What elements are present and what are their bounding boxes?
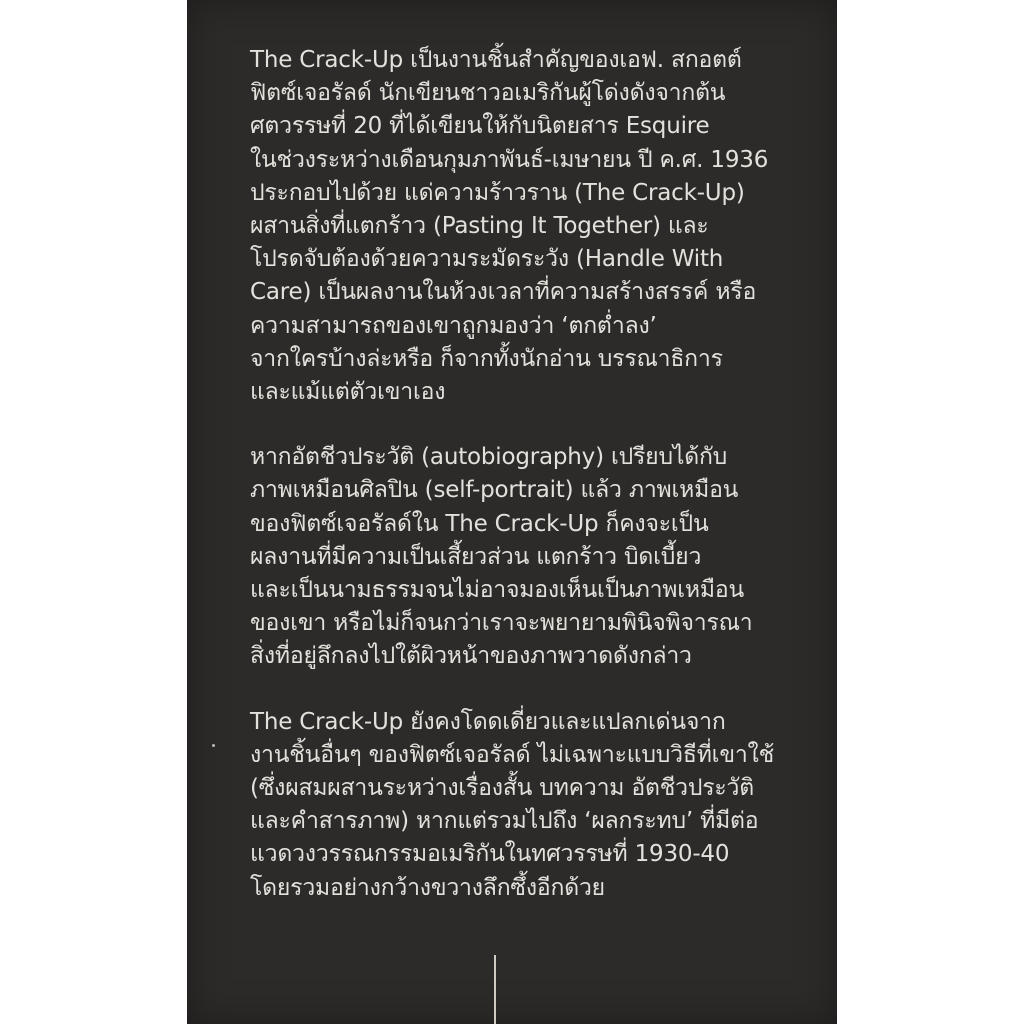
text-line: ศตวรรษที่ 20 ที่ได้เขียนให้กับนิตยสาร Esquire: [250, 113, 710, 140]
text-line: ของฟิตซ์เจอรัลด์ใน The Crack-Up ก็คงจะเป็น: [250, 510, 709, 537]
text-line: แวดวงวรรณกรรมอเมริกันในทศวรรษที่ 1930-40: [250, 841, 730, 868]
text-line: และคำสารภาพ) หากแต่รวมไปถึง ‘ผลกระทบ’ ที่มีต่อ: [250, 808, 759, 835]
paragraph-intro: [250, 44, 810, 409]
text-line: ในช่วงระหว่างเดือนกุมภาพันธ์-เมษายน ปี ค.ศ. 1936: [250, 146, 769, 173]
text-line: โดยรวมอย่างกว้างขวางลึกซึ้งอีกด้วย: [250, 874, 605, 901]
paragraph-autobiography: [250, 441, 810, 673]
text-line: ผลงานที่มีความเป็นเสี้ยวส่วน แตกร้าว บิดเบี้ยว: [250, 543, 702, 570]
text-line: ของเขา หรือไม่ก็จนกว่าเราจะพยายามพินิจพิจารณา: [250, 610, 753, 637]
text-line: ประกอบไปด้วย แด่ความร้าวราน (The Crack-Up): [250, 179, 745, 206]
text-line: ความสามารถของเขาถูกมองว่า ‘ตกต่ำลง’: [250, 312, 657, 339]
paragraph-impact: [250, 706, 810, 905]
text-line: จากใครบ้างล่ะหรือ ก็จากทั้งนักอ่าน บรรณาธิการ: [250, 345, 723, 372]
book-back-cover: [187, 0, 837, 1024]
text-line: The Crack-Up ยังคงโดดเดี่ยวและแปลกเด่นจาก: [250, 708, 726, 735]
text-line: ผสานสิ่งที่แตกร้าว (Pasting It Together) และ: [250, 213, 709, 240]
text-line: The Crack-Up เป็นงานชิ้นสำคัญของเอฟ. สกอตต์: [250, 47, 742, 73]
text-line: ฟิตซ์เจอรัลด์ นักเขียนชาวอเมริกันผู้โด่งดังจากต้น: [250, 80, 726, 107]
text-line: งานชิ้นอื่นๆ ของฟิตซ์เจอรัลด์ ไม่เฉพาะแบบวิธีที่เขาใช้: [250, 741, 775, 768]
text-line: และแม้แต่ตัวเขาเอง: [250, 379, 446, 406]
text-line: หากอัตชีวประวัติ (autobiography) เปรียบได้กับ: [250, 444, 728, 471]
text-line: (ซึ่งผสมผสานระหว่างเรื่องสั้น บทความ อัตชีวประวัติ: [250, 775, 754, 802]
text-line: ภาพเหมือนศิลปิน (self-portrait) แล้ว ภาพเหมือน: [250, 477, 739, 504]
text-line: สิ่งที่อยู่ลึกลงไปใต้ผิวหน้าของภาพวาดดังกล่าว: [250, 643, 692, 670]
text-line: โปรดจับต้องด้วยความระมัดระวัง (Handle With: [250, 246, 724, 273]
vertical-rule: [494, 955, 496, 1024]
print-speck: [212, 744, 215, 747]
synopsis-text: [250, 44, 810, 937]
text-line: และเป็นนามธรรมจนไม่อาจมองเห็นเป็นภาพเหมือน: [250, 577, 744, 604]
text-line: Care) เป็นผลงานในห้วงเวลาที่ความสร้างสรรค์ หรือ: [250, 279, 757, 306]
